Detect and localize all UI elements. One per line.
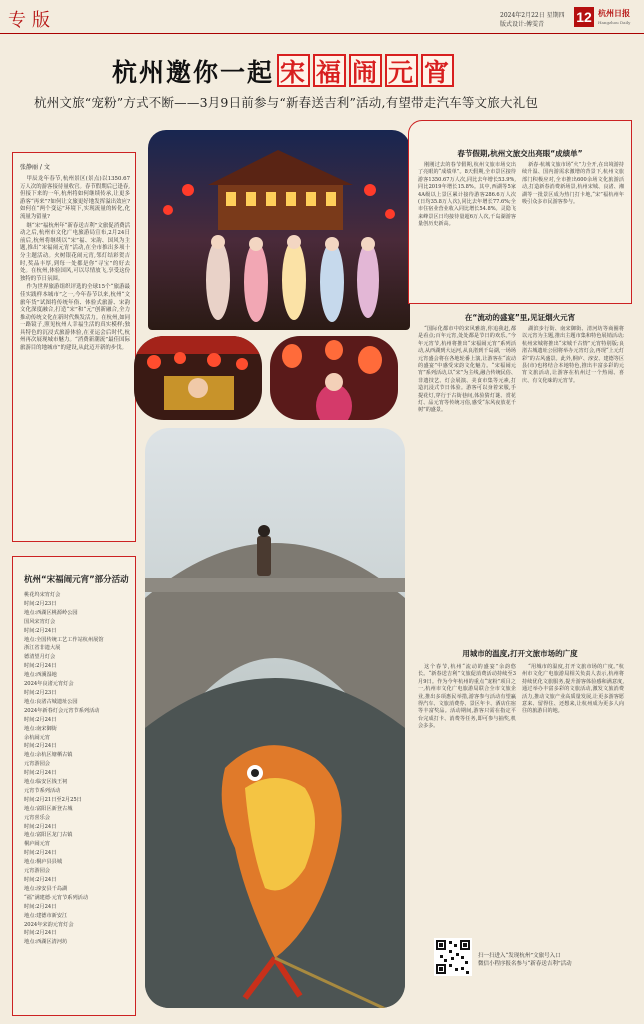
spring-paragraph: 新春·杭城文旅市场“火”力全开,在出境游持续升温、国内游需求激增的背景下,杭州文旅部门积极应对,全市推出600余场文化旅游活动,打造新春消费新场景,杭州宋城、良渚、湘湖等一批景区成为热门打卡地,“宋”福杭州年吸引众多市民游客参与。 [522,162,624,206]
activity-line: 余杭闹元宵 [24,734,50,741]
photo-lantern-girl-art [270,336,398,420]
activity-line: 地点:淳安县千岛湖 [24,885,68,892]
spring-col-2 [522,162,624,207]
issue-date: 2024年2月22日 星期四 [500,12,565,19]
activity-line: 时间:2月21日至2月25日 [24,796,82,803]
qr-code[interactable] [434,938,472,976]
qr-code-art [434,938,472,976]
newspaper-brand: 杭州日报 [598,8,630,18]
qr-caption-line: 微信小程序报名参与“新春送吉利”活动 [478,961,572,967]
section-heading-city: 用城市的温度,打开文旅市场的广度 [462,649,578,658]
activity-line: 2024年宋韵元宵灯会 [24,921,74,928]
headline-box-char: 福 [313,54,346,87]
activity-line: “福”满建德·元宵节系列活动 [24,894,89,901]
city-paragraph: 这个春节,杭州“流动的盛宴”余韵悠长。“新春送吉利”文旅促消费活动持续至3月9日。作为今年杭州的重点“宠粉”项目之一,杭州市文化广电旅游局联合全市文旅企业,推出多项惠民举措,游客参与活动有望赢得汽车、文旅消费券、景区年卡、酒店住宿等丰富奖品。活动期间,游客只需在指定平台完成打卡、消费等任务,即可参与抽奖,机会多多。 [418,664,516,730]
activity-line: 地点:全国传统工艺工作站杭州展馆 [24,636,104,643]
byline: 张静丽 / 文 [20,164,50,171]
feast-paragraph: “国际化都市中的宋风雅韵,你追我赶,都是看点;百年元宵,处处都是节日的欢乐。”今年元宵节,杭州将推出“宋福闹元宵”系列活动,从西湖到大运河,从良渚到千岛湖,一场场元宵盛会将在各地轮番上演,让游客在“流动的盛宴”中感受宋韵文化魅力。“宋福闹元宵”系列活动,以“宋”为主线,融合传统民俗、非遗技艺、灯会展演、美食市集等元素,打造沉浸式节日体验。游客可以身着宋服,手提花灯,穿行于古街巷间,体验猜灯谜、赏花灯、品元宵等传统习俗,感受“东风夜放花千树”的盛景。 [418,326,516,414]
headline-box-char: 宵 [421,54,454,87]
activity-line: 地点:桐庐县县城 [24,859,63,866]
qr-caption-line: 扫一扫进入“发现杭州”文旅号入口 [478,953,561,959]
editor-credit: 版式设计:傅雯青 [500,21,545,28]
feast-col-2 [522,326,624,386]
activity-line: 浙江省非遗大展 [24,645,61,652]
activity-line: 桐庐闹元宵 [24,841,50,848]
activity-line: 时间:2月23日 [24,600,57,607]
city-col-1 [418,664,516,732]
activity-line: 时间:2月24日 [24,850,57,857]
activity-line: 时间:2月24日 [24,823,57,830]
intro-paragraph: 甲辰龙年春节,杭州景区(景点)以1350.67万人次的游客接待量收官。春节假期后已逢春,但接下来的一年,杭州将如何继续传承,让更多游客“再来”?如何让文旅更好地发挥溢出效应?如何在“两个变运”环境下,实现流量的转化,化流量为留量? [20,176,130,220]
activity-line: 元宵喜乐会 [24,814,50,821]
city-col-2 [522,664,624,717]
page-number: 12 [574,7,594,27]
headline [112,53,454,89]
activity-line: 2024年新春灯会元宵节系列活动 [24,707,100,714]
activity-line: 时间:2月24日 [24,627,57,634]
photo-bridge-kite [145,428,405,1008]
activity-line: 地点:富阳区新登古城 [24,805,73,812]
activities-title: 杭州“宋福闹元宵”部分活动 [24,575,129,585]
activity-line: 德清望月灯会 [24,654,56,661]
activity-line: 时间:2月24日 [24,877,57,883]
section-label: 专版 [8,10,56,31]
spring-paragraph: 刚刚过去的春节假期,杭州文旅市场交出了亮眼的“成绩单”。8天假期,全市景区接待游客1350.67万人次,同比去年增长53.9%,同比2019年增长15.8%。其中,西湖等5家4A级以上景区累计接待游客286.6万人次(日均35.8万人次),同比去年增长77.6%;全市住宿业营业收入同比增长54.8%。灵隐飞来峰景区日均接待量超6万人次,千岛湖游客量创历史新高。 [418,162,516,228]
photo-lantern-stall [134,336,262,420]
activity-line: 桃花坞宋宵灯会 [24,592,61,598]
activity-line: 地点:余杭区塘栖古镇 [24,752,73,759]
headline-prefix: 杭州邀你一起 [112,58,275,87]
activity-line: 元宵游园会 [24,761,50,768]
intro-paragraph: 继“宋”福杭州年“新春送吉利”文旅促消费活动之后,杭州市文化广电旅游局宣布,2月24日前后,杭州将继续以“宋”福、宋韵、国风为主题,推出“宋福闹元宵”活动,在全市推出多项十分主题活动。火树银花闹元宵,邻灯结彩贺吉时,奖品丰厚,到每一处都是你“寻宝”的好去处。在杭州,体验国风,可以尽情放飞,享受这份独特的节日氛围。 [20,222,130,282]
photo-night-performers-art [148,130,410,330]
newspaper-brand-en: Hangzhou Daily [598,20,631,25]
section-heading-spring: 春节假期,杭州文旅交出亮眼“成绩单” [457,149,583,158]
headline-box-char: 宋 [277,54,310,87]
photo-lantern-girl [270,336,398,420]
activity-line: 元宵节系列活动 [24,787,61,794]
activity-line: 时间:2月24日 [24,903,57,910]
activity-line: 2024年良渚元宵灯会 [24,681,74,688]
activity-line: 地点:良渚古城遗址公园 [24,698,78,705]
headline-box-char: 闹 [349,54,382,87]
intro-paragraph: 作为世界旅游组织评选的全球15个“旅游最佳实践样本城市”之一,今年春节以来,杭州“文旅年货”试图将传统年俗、体验式旅游、宋韵文化深度融合,打造“宋”和“元”创新融合,全力推动传统文化在新时代焕发活力。在杭州,如同一路镜子,照见杭州人幸福生活的真实模样;独具特色的沉浸式旅游体验,在亚运会后时代,杭州再次展现城市魅力。“消费新潮流”最佳国际旅游目的地城市”的建设,从此迈开新的步伐。 [20,284,130,352]
photo-bridge-kite-art [145,428,405,1008]
intro-text [20,176,130,354]
activity-line: 地点:西湖区桃源岭公园 [24,609,78,616]
activity-line: 时间:2月24日 [24,770,57,777]
subheadline: 杭州文旅“宠粉”方式不断——3月9日前参与“新春送吉利”活动,有望带走汽车等文旅大礼包 [34,95,539,110]
photo-lantern-stall-art [134,336,262,420]
activity-line: 时间:2月24日 [24,663,57,670]
feast-col-1 [418,326,516,416]
spring-col-1 [418,162,516,230]
activity-line: 时间:2月24日 [24,716,57,723]
activity-line: 地点:西湖区清河坊 [24,939,68,946]
activity-line: 地点:南宋御街 [24,725,57,732]
city-paragraph: “用城市的温度,打开文旅市场的广度。”杭州市文化广电旅游局相关负责人表示,杭州将持续优化文旅服务,提升游客体验感和满意度,通过举办丰富多彩的文旅活动,激发文旅消费活力,推动文旅产业高质量发展,让更多游客愿意来、留得住、还想来,让杭州成为更多人向往的旅游目的地。 [522,664,624,715]
activity-line: 地点:西溪湿地 [24,672,57,679]
activity-line: 元宵游园会 [24,868,50,875]
activity-line: 地点:建德市新安江 [24,912,68,919]
activity-line: 时间:2月24日 [24,930,57,937]
activity-line: 地点:富阳区龙门古镇 [24,832,73,839]
headline-box-char: 元 [385,54,418,87]
section-heading-feast: 在“流动的盛宴”里,见证烟火元宵 [464,313,576,322]
activities-list [24,591,134,947]
activity-line: 国风宋宵灯会 [24,618,56,625]
photo-night-performers [148,130,410,330]
page-header [0,0,644,34]
activity-line: 时间:2月24日 [24,743,57,750]
activity-line: 时间:2月23日 [24,689,57,696]
activity-line: 地点:临安区钱王祠 [24,779,68,786]
qr-caption [478,952,572,968]
feast-paragraph: 湖滨步行街、南宋御街、清河坊等商圈将以元宵为主题,推出主题市集和特色展销活动;杭州宋城将推出“宋城千古情”元宵特别版;良渚古城遗址公园将举办元宵灯会,再现“上元灯彩”的古风盛景。此外,桐庐、淳安、建德等区县(市)也将结合本地特色,推出丰富多彩的元宵文旅活动,让游客在杭州过一个热闹、喜庆、有文化味的元宵节。 [522,326,624,384]
